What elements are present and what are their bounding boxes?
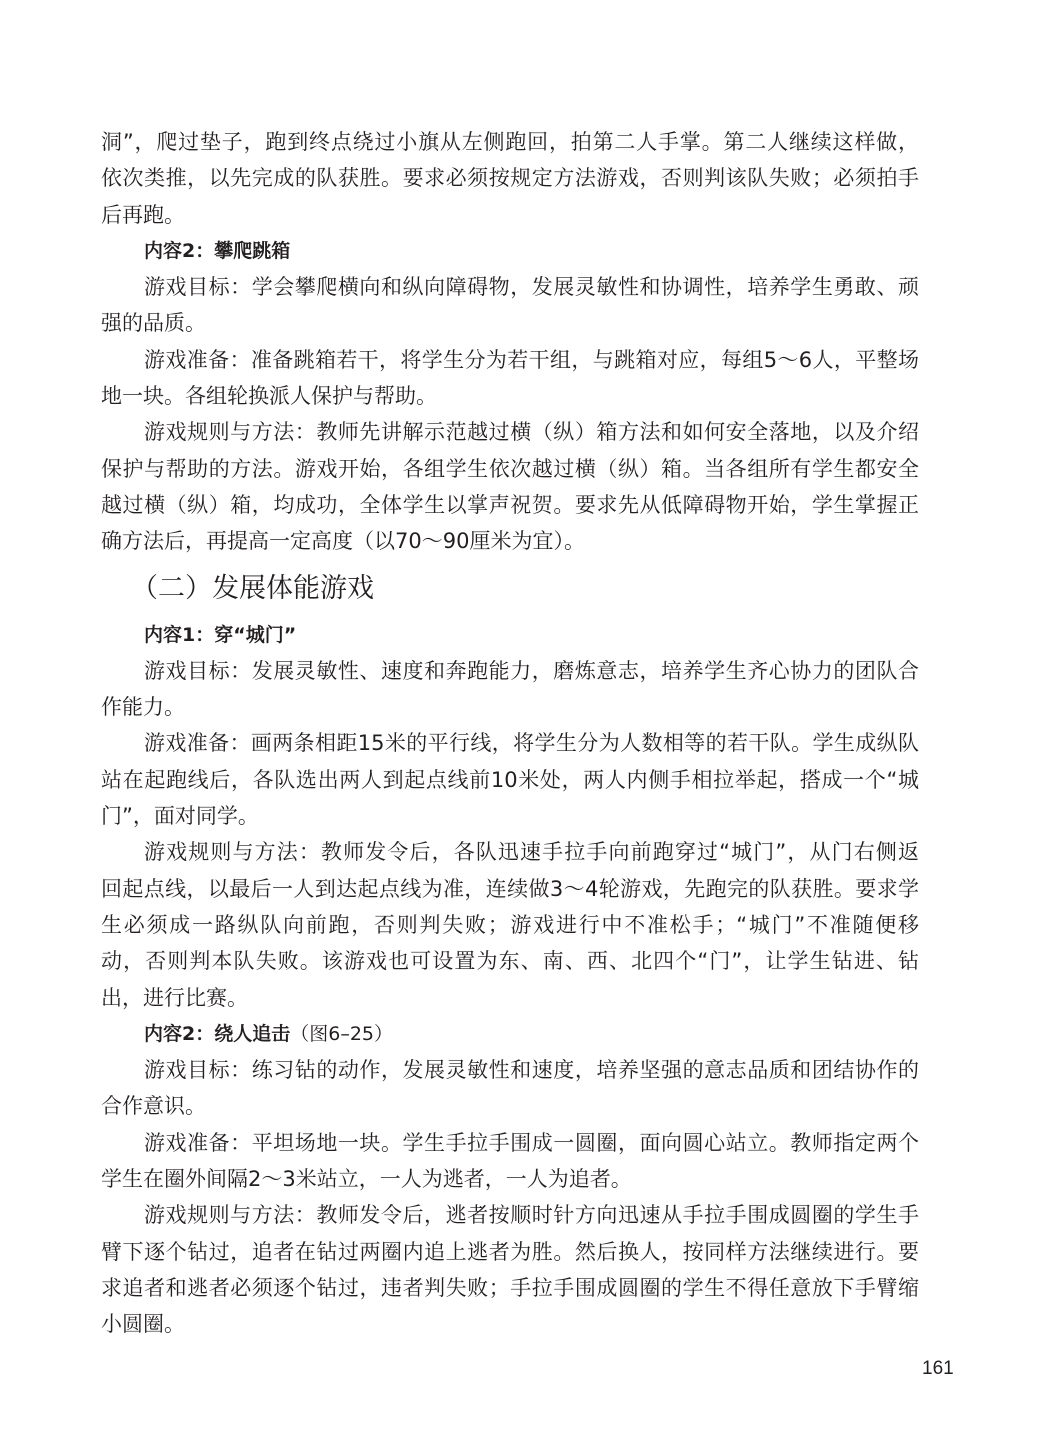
section-heading: （二）发展体能游戏 — [131, 572, 374, 604]
text-line: 游戏规则与方法：教师发令后，逃者按顺时针方向迅速从手拉手围成圆圈的学生手 — [144, 1203, 919, 1228]
text-line: 出，进行比赛。 — [101, 985, 248, 1010]
paragraph — [101, 342, 919, 415]
paragraph — [101, 725, 919, 834]
text-line: 游戏准备：画两条相距15米的平行线，将学生分为人数相等的若干队。学生成纵队 — [144, 731, 919, 756]
text-line: 游戏目标：发展灵敏性、速度和奔跑能力，磨炼意志，培养学生齐心协力的团队合 — [144, 658, 919, 683]
subheading — [101, 617, 919, 653]
text-line: 生必须成一路纵队向前跑，否则判失败；游戏进行中不准松手；“城门”不准随便移 — [101, 912, 919, 937]
text-line: 保护与帮助的方法。游戏开始，各组学生依次越过横（纵）箱。当各组所有学生都安全 — [101, 456, 919, 481]
text-line: 臂下逐个钻过，追者在钻过两圈内追上逃者为胜。然后换人，按同样方法继续进行。要 — [101, 1239, 919, 1264]
text-line: 后再跑。 — [101, 202, 185, 227]
page-body — [101, 124, 919, 1343]
text-line: 越过横（纵）箱，均成功，全体学生以掌声祝贺。要求先从低障碍物开始，学生掌握正 — [101, 492, 919, 517]
text-line: 作能力。 — [101, 695, 185, 720]
paragraph — [101, 653, 919, 726]
subheading — [101, 233, 919, 269]
text-line: 学生在圈外间隔2～3米站立，一人为逃者，一人为追者。 — [101, 1167, 632, 1192]
text-line: 游戏规则与方法：教师发令后，各队迅速手拉手向前跑穿过“城门”，从门右侧返 — [144, 840, 919, 865]
paragraph — [101, 1052, 919, 1125]
text-line: 回起点线，以最后一人到达起点线为准，连续做3～4轮游戏，先跑完的队获胜。要求学 — [101, 876, 919, 901]
paragraph — [101, 1125, 919, 1198]
subheading-title: 内容2：攀爬跳箱 — [144, 239, 291, 262]
paragraph — [101, 1197, 919, 1342]
subheading-title: 内容2：绕人追击 — [144, 1022, 291, 1045]
text-line: 站在起跑线后，各队选出两人到起点线前10米处，两人内侧手相拉举起，搭成一个“城 — [101, 767, 919, 792]
text-line: 依次类推，以先完成的队获胜。要求必须按规定方法游戏，否则判该队失败；必须拍手 — [101, 166, 919, 191]
paragraph — [101, 269, 919, 342]
text-line: 地一块。各组轮换派人保护与帮助。 — [101, 384, 437, 409]
text-line: 游戏规则与方法：教师先讲解示范越过横（纵）箱方法和如何安全落地，以及介绍 — [144, 420, 919, 445]
text-line: 游戏目标：学会攀爬横向和纵向障碍物，发展灵敏性和协调性，培养学生勇敢、顽 — [144, 275, 919, 300]
subheading — [101, 1016, 919, 1052]
text-line: 确方法后，再提高一定高度（以70～90厘米为宜）。 — [101, 529, 585, 554]
figure-reference: （图6–25） — [290, 1022, 393, 1045]
text-line: 洞”，爬过垫子，跑到终点绕过小旗从左侧跑回，拍第二人手掌。第二人继续这样做， — [101, 130, 919, 154]
text-line: 动，否则判本队失败。该游戏也可设置为东、南、西、北四个“门”，让学生钻进、钻 — [101, 949, 919, 974]
text-line: 强的品质。 — [101, 311, 206, 336]
page-number: 161 — [922, 1358, 954, 1379]
paragraph — [101, 414, 919, 559]
text-line: 求追者和逃者必须逐个钻过，违者判失败；手拉手围成圆圈的学生不得任意放下手臂缩 — [101, 1275, 919, 1300]
paragraph — [101, 834, 919, 1015]
subheading-title: 内容1：穿“城门” — [144, 623, 297, 646]
paragraph — [101, 124, 919, 233]
text-line: 游戏准备：准备跳箱若干，将学生分为若干组，与跳箱对应，每组5～6人，平整场 — [144, 347, 919, 372]
text-line: 游戏目标：练习钻的动作，发展灵敏性和速度，培养坚强的意志品质和团结协作的 — [144, 1058, 919, 1083]
text-line: 游戏准备：平坦场地一块。学生手拉手围成一圆圈，面向圆心站立。教师指定两个 — [144, 1130, 919, 1155]
text-line: 门”，面对同学。 — [101, 804, 259, 829]
text-line: 小圆圈。 — [101, 1312, 185, 1337]
text-line: 合作意识。 — [101, 1094, 206, 1119]
